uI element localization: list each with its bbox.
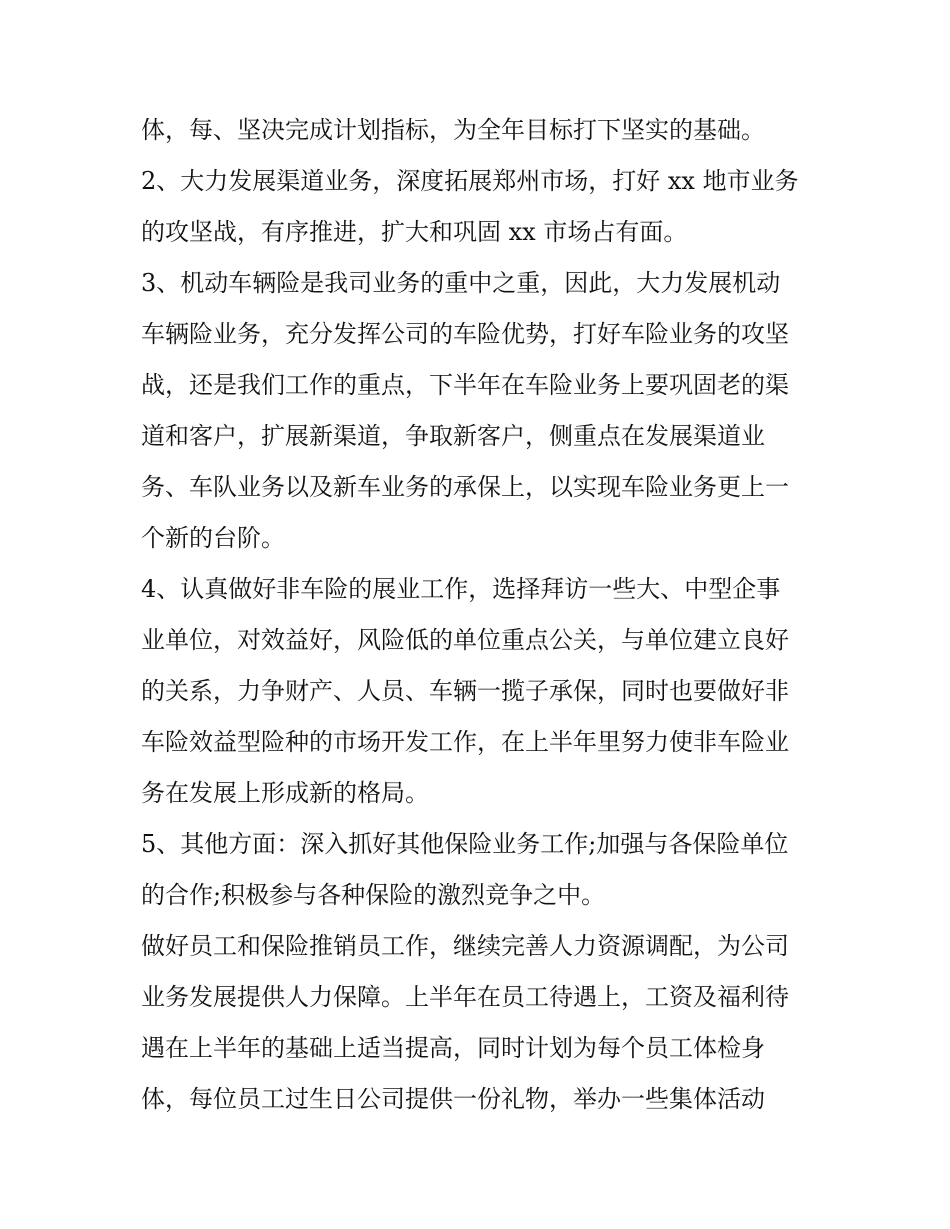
- text-line: 车辆险业务，充分发挥公司的车险优势，打好车险业务的攻坚: [141, 320, 789, 348]
- text-line: 遇在上半年的基础上适当提高，同时计划为每个员工体检身: [141, 1034, 765, 1062]
- text-line: 车险效益型险种的市场开发工作，在上半年里努力使非车险业: [141, 728, 789, 756]
- text-line: 业单位，对效益好，风险低的单位重点公关，与单位建立良好: [141, 626, 789, 654]
- text-line: 的攻坚战，有序推进，扩大和巩固 xx 市场占有面。: [141, 218, 688, 246]
- text-line: 的合作;积极参与各种保险的激烈竞争之中。: [141, 881, 606, 909]
- text-line: 体，每位员工过生日公司提供一份礼物，举办一些集体活动: [141, 1085, 765, 1113]
- text-line: 道和客户，扩展新渠道，争取新客户，侧重点在发展渠道业: [141, 422, 765, 450]
- text-line: 务在发展上形成新的格局。: [141, 779, 429, 807]
- text-line: 务、车队业务以及新车业务的承保上，以实现车险业务更上一: [141, 473, 789, 501]
- text-line: 5、其他方面：深入抓好其他保险业务工作;加强与各保险单位: [141, 830, 789, 858]
- text-line: 战，还是我们工作的重点，下半年在车险业务上要巩固老的渠: [141, 371, 789, 399]
- text-line: 体，每、坚决完成计划指标，为全年目标打下坚实的基础。: [141, 116, 765, 144]
- text-line: 2、大力发展渠道业务，深度拓展郑州市场，打好 xx 地市业务: [141, 167, 799, 195]
- text-line: 的关系，力争财产、人员、车辆一揽子承保，同时也要做好非: [141, 677, 789, 705]
- text-line: 4、认真做好非车险的展业工作，选择拜访一些大、中型企事: [141, 575, 781, 603]
- text-line: 做好员工和保险推销员工作，继续完善人力资源调配，为公司: [141, 932, 789, 960]
- text-line: 业务发展提供人力保障。上半年在员工待遇上，工资及福利待: [141, 983, 789, 1011]
- text-line: 3、机动车辆险是我司业务的重中之重，因此，大力发展机动: [141, 269, 781, 297]
- text-line: 个新的台阶。: [141, 524, 285, 552]
